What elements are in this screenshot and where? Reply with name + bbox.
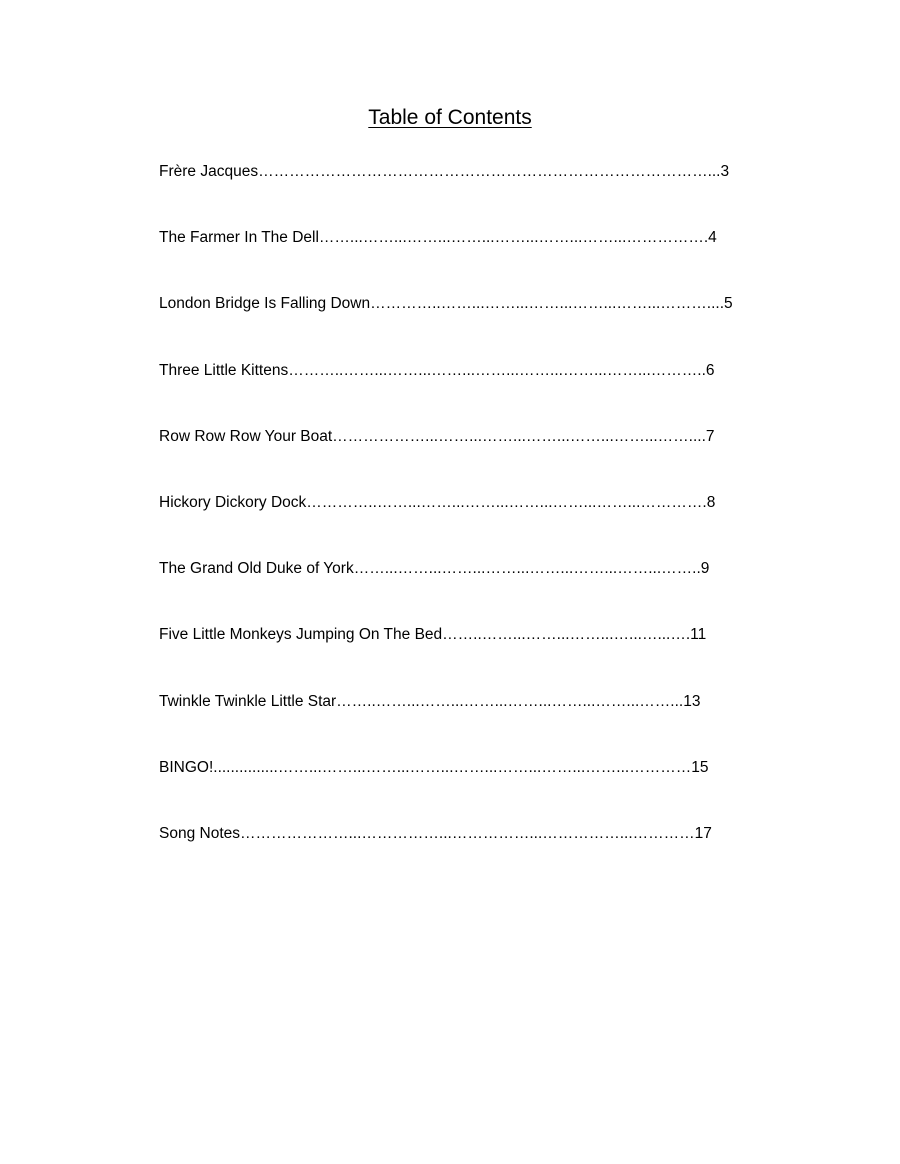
toc-entry xyxy=(159,625,749,691)
toc-entry-text: The Farmer In The Dell……...……...……...……...……...……...……...…………….4 xyxy=(159,229,717,247)
toc-entry xyxy=(159,493,749,559)
toc-entry-text: Row Row Row Your Boat………………...……...……...……...……...……...……....7 xyxy=(159,427,715,445)
toc-entry xyxy=(159,361,749,427)
toc-entry-text: BINGO!...............……...……...……...……...……...……...……...……...…………15 xyxy=(159,758,709,776)
toc-entry-text: London Bridge Is Falling Down…………..……...……...……...……...……...………....5 xyxy=(159,295,733,313)
toc-entry-text: The Grand Old Duke of York……...……...……...……...……...……...……...……..9 xyxy=(159,560,710,578)
toc-entry xyxy=(159,294,749,360)
toc-entry-text: Frère Jacques……………………………………………………………………………...3 xyxy=(159,163,730,180)
toc-entry xyxy=(159,162,749,228)
toc-entry xyxy=(159,427,749,493)
toc-list xyxy=(159,162,749,890)
toc-entry-text: Three Little Kittens………..……...……...……...……...……...……...……...………..6 xyxy=(159,361,715,379)
toc-entry xyxy=(159,692,749,758)
toc-entry xyxy=(159,824,749,890)
toc-entry xyxy=(159,559,749,625)
toc-entry-text: Twinkle Twinkle Little Star……..……...……...……...……...……...……...……...13 xyxy=(159,692,701,710)
toc-entry xyxy=(159,228,749,294)
page-title: Table of Contents xyxy=(368,106,532,129)
toc-entry xyxy=(159,758,749,824)
toc-entry-text: Five Little Monkeys Jumping On The Bed……..……...……...……...…...…...….11 xyxy=(159,626,707,644)
toc-entry-text: Hickory Dickory Dock…………..……...……...……...……...……...……...………….8 xyxy=(159,493,716,511)
toc-entry-text: Song Notes…………………...……………...……………...……………...…………17 xyxy=(159,824,712,842)
